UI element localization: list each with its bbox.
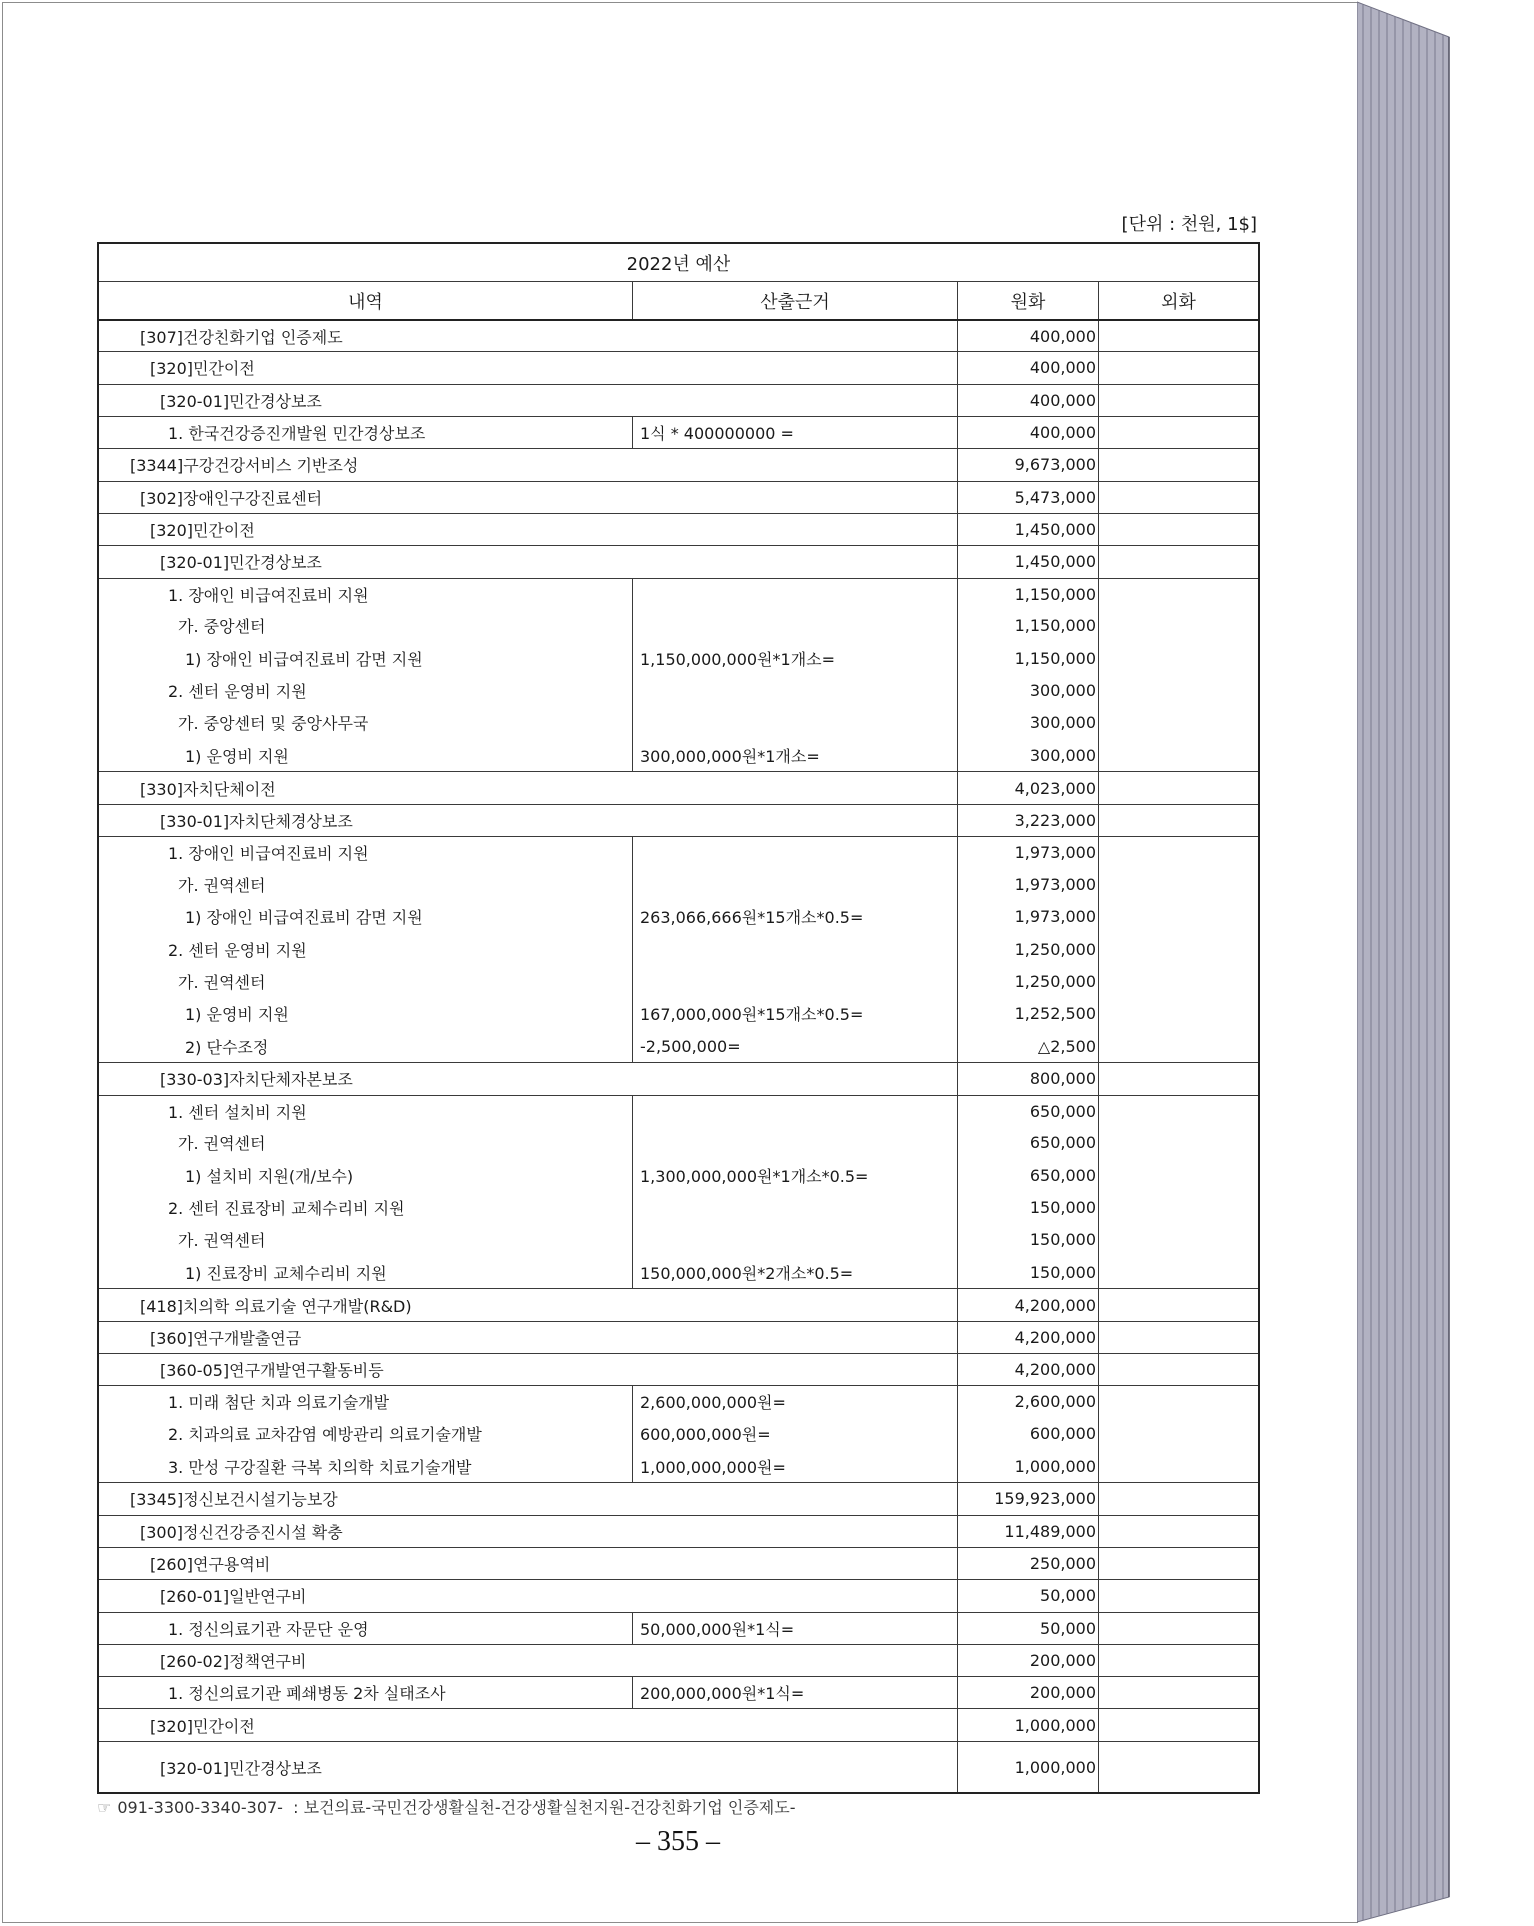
amount-foreign-cell xyxy=(1098,1030,1258,1062)
footer-code-text: 091-3300-3340-307- : 보건의료-국민건강생활실천-건강생활실천지원-건강친화기업 인증제도- xyxy=(117,1798,796,1817)
table-row xyxy=(99,1159,1258,1191)
basis-cell xyxy=(632,674,957,706)
item-cell: 가. 중앙센터 및 중앙사무국 xyxy=(178,714,369,734)
table-row xyxy=(99,1127,1258,1159)
table-row xyxy=(99,965,1258,997)
amount-krw-cell: 1,450,000 xyxy=(957,514,1098,545)
amount-krw-cell: 650,000 xyxy=(957,1127,1098,1159)
table-row xyxy=(99,1708,1258,1740)
item-cell: [320]민간이전 xyxy=(150,359,255,379)
amount-foreign-cell xyxy=(1098,1450,1258,1482)
amount-foreign-cell xyxy=(1098,579,1258,610)
amount-krw-cell: 5,473,000 xyxy=(957,482,1098,513)
item-cell: 2. 센터 운영비 지원 xyxy=(168,682,307,702)
item-cell: 2. 센터 운영비 지원 xyxy=(168,940,307,960)
table-row xyxy=(99,1579,1258,1611)
amount-krw-cell: 159,923,000 xyxy=(957,1483,1098,1514)
table-row xyxy=(99,642,1258,674)
amount-krw-cell: 1,973,000 xyxy=(957,868,1098,900)
amount-krw-cell: 150,000 xyxy=(957,1224,1098,1256)
item-cell: [302]장애인구강진료센터 xyxy=(140,488,323,508)
basis-cell xyxy=(632,965,957,997)
amount-foreign-cell xyxy=(1098,901,1258,933)
item-cell: [307]건강친화기업 인증제도 xyxy=(140,327,343,347)
pointing-hand-icon xyxy=(97,1798,111,1817)
amount-krw-cell: 1,250,000 xyxy=(957,965,1098,997)
amount-foreign-cell xyxy=(1098,546,1258,577)
table-row xyxy=(99,1256,1258,1288)
item-cell: [320]민간이전 xyxy=(150,521,255,541)
item-cell: 가. 권역센터 xyxy=(178,875,266,895)
amount-krw-cell: 150,000 xyxy=(957,1191,1098,1223)
amount-foreign-cell xyxy=(1098,1580,1258,1611)
amount-foreign-cell xyxy=(1098,1063,1258,1094)
basis-cell: -2,500,000= xyxy=(632,1030,957,1062)
amount-foreign-cell xyxy=(1098,1742,1258,1793)
item-cell: 1) 장애인 비급여진료비 감면 지원 xyxy=(185,649,423,669)
amount-foreign-cell xyxy=(1098,674,1258,706)
amount-foreign-cell xyxy=(1098,610,1258,642)
amount-foreign-cell xyxy=(1098,1159,1258,1191)
amount-krw-cell: 400,000 xyxy=(957,417,1098,448)
item-cell: [260-01]일반연구비 xyxy=(160,1587,307,1607)
amount-krw-cell: 1,150,000 xyxy=(957,579,1098,610)
table-row xyxy=(99,578,1258,610)
item-cell: [360-05]연구개발연구활동비등 xyxy=(160,1361,384,1381)
amount-krw-cell: 2,600,000 xyxy=(957,1386,1098,1417)
amount-krw-cell: 4,200,000 xyxy=(957,1354,1098,1385)
amount-foreign-cell xyxy=(1098,1645,1258,1676)
amount-krw-cell: 300,000 xyxy=(957,707,1098,739)
item-cell: [330-03]자치단체자본보조 xyxy=(160,1070,353,1090)
amount-krw-cell: 200,000 xyxy=(957,1677,1098,1708)
item-cell: 2. 치과의료 교차감염 예방관리 의료기술개발 xyxy=(168,1425,482,1445)
item-cell: 1. 장애인 비급여진료비 지원 xyxy=(168,844,369,864)
basis-cell: 200,000,000원*1식= xyxy=(632,1677,957,1708)
amount-foreign-cell xyxy=(1098,1516,1258,1547)
amount-krw-cell: 800,000 xyxy=(957,1063,1098,1094)
amount-krw-cell: 4,200,000 xyxy=(957,1322,1098,1353)
item-cell: [330-01]자치단체경상보조 xyxy=(160,811,353,831)
table-row xyxy=(99,901,1258,933)
amount-krw-cell: 50,000 xyxy=(957,1613,1098,1644)
amount-foreign-cell xyxy=(1098,482,1258,513)
amount-foreign-cell xyxy=(1098,417,1258,448)
item-cell: 2. 센터 진료장비 교체수리비 지원 xyxy=(168,1199,405,1219)
amount-krw-cell: 11,489,000 xyxy=(957,1516,1098,1547)
item-cell: [320]민간이전 xyxy=(150,1716,255,1736)
basis-cell xyxy=(632,933,957,965)
table-row xyxy=(99,351,1258,383)
amount-foreign-cell xyxy=(1098,514,1258,545)
table-row xyxy=(99,1062,1258,1094)
table-row xyxy=(99,1515,1258,1547)
amount-krw-cell: 650,000 xyxy=(957,1096,1098,1127)
item-cell: [300]정신건강증진시설 확충 xyxy=(140,1522,343,1542)
unit-label: [단위 : 천원, 1$] xyxy=(1121,214,1257,235)
item-cell: 1) 설치비 지원(개/보수) xyxy=(185,1166,354,1186)
item-cell: [418]치의학 의료기술 연구개발(R&D) xyxy=(140,1296,412,1316)
item-cell: 1. 장애인 비급여진료비 지원 xyxy=(168,585,369,605)
item-cell: 2) 단수조정 xyxy=(185,1037,269,1057)
table-row xyxy=(99,1191,1258,1223)
header-basis: 산출근거 xyxy=(632,282,957,319)
amount-foreign-cell xyxy=(1098,1386,1258,1417)
table-row xyxy=(99,771,1258,803)
item-cell: 가. 중앙센터 xyxy=(178,617,266,637)
table-row xyxy=(99,1418,1258,1450)
basis-cell: 1,000,000,000원= xyxy=(632,1450,957,1482)
basis-cell: 263,066,666원*15개소*0.5= xyxy=(632,901,957,933)
table-row xyxy=(99,1612,1258,1644)
table-title-row xyxy=(99,244,1258,281)
table-row xyxy=(99,545,1258,577)
basis-cell: 150,000,000원*2개소*0.5= xyxy=(632,1256,957,1288)
amount-krw-cell: 1,000,000 xyxy=(957,1450,1098,1482)
amount-krw-cell: 600,000 xyxy=(957,1418,1098,1450)
amount-foreign-cell xyxy=(1098,1483,1258,1514)
table-row xyxy=(99,674,1258,706)
table-row xyxy=(99,1482,1258,1514)
amount-foreign-cell xyxy=(1098,1354,1258,1385)
table-header-row xyxy=(99,281,1258,319)
amount-foreign-cell xyxy=(1098,998,1258,1030)
page-stack-edge xyxy=(1357,0,1457,1926)
table-row xyxy=(99,998,1258,1030)
amount-foreign-cell xyxy=(1098,642,1258,674)
amount-foreign-cell xyxy=(1098,1322,1258,1353)
table-row xyxy=(99,319,1258,351)
amount-krw-cell: 3,223,000 xyxy=(957,805,1098,836)
amount-foreign-cell xyxy=(1098,1677,1258,1708)
amount-foreign-cell xyxy=(1098,1289,1258,1320)
amount-foreign-cell xyxy=(1098,1548,1258,1579)
item-cell: [3344]구강건강서비스 기반조성 xyxy=(130,456,359,476)
item-cell: [260]연구용역비 xyxy=(150,1555,271,1575)
amount-krw-cell: 1,150,000 xyxy=(957,642,1098,674)
basis-cell: 1식 * 400000000 = xyxy=(632,417,957,448)
table-row xyxy=(99,868,1258,900)
item-cell: 1. 센터 설치비 지원 xyxy=(168,1102,307,1122)
basis-cell: 300,000,000원*1개소= xyxy=(632,739,957,771)
item-cell: 3. 만성 구강질환 극복 치의학 치료기술개발 xyxy=(168,1457,472,1477)
table-row xyxy=(99,1353,1258,1385)
table-row xyxy=(99,836,1258,868)
header-krw: 원화 xyxy=(957,282,1098,319)
item-cell: 1) 운영비 지원 xyxy=(185,1005,289,1025)
item-cell: 1) 운영비 지원 xyxy=(185,746,289,766)
table-row xyxy=(99,804,1258,836)
table-row xyxy=(99,739,1258,771)
budget-table xyxy=(97,242,1260,1794)
basis-cell xyxy=(632,1127,957,1159)
item-cell: [330]자치단체이전 xyxy=(140,779,276,799)
item-cell: [320-01]민간경상보조 xyxy=(160,391,322,411)
basis-cell: 2,600,000,000원= xyxy=(632,1386,957,1417)
basis-cell: 1,300,000,000원*1개소*0.5= xyxy=(632,1159,957,1191)
amount-krw-cell: 1,250,000 xyxy=(957,933,1098,965)
amount-krw-cell: 4,200,000 xyxy=(957,1289,1098,1320)
item-cell: [260-02]정책연구비 xyxy=(160,1651,307,1671)
table-row xyxy=(99,1644,1258,1676)
item-cell: 가. 권역센터 xyxy=(178,1134,266,1154)
basis-cell xyxy=(632,1224,957,1256)
amount-krw-cell: 9,673,000 xyxy=(957,449,1098,480)
amount-foreign-cell xyxy=(1098,933,1258,965)
amount-foreign-cell xyxy=(1098,352,1258,383)
table-row xyxy=(99,707,1258,739)
amount-foreign-cell xyxy=(1098,385,1258,416)
amount-krw-cell: 400,000 xyxy=(957,321,1098,351)
amount-krw-cell: 1,000,000 xyxy=(957,1742,1098,1793)
amount-foreign-cell xyxy=(1098,1191,1258,1223)
item-cell: 1. 한국건강증진개발원 민간경상보조 xyxy=(168,424,426,444)
table-row xyxy=(99,513,1258,545)
item-cell: [3345]정신보건시설기능보강 xyxy=(130,1490,338,1510)
table-row xyxy=(99,1095,1258,1127)
amount-krw-cell: 1,252,500 xyxy=(957,998,1098,1030)
amount-foreign-cell xyxy=(1098,1418,1258,1450)
basis-cell: 600,000,000원= xyxy=(632,1418,957,1450)
amount-krw-cell: 400,000 xyxy=(957,352,1098,383)
table-row xyxy=(99,1547,1258,1579)
amount-krw-cell: 300,000 xyxy=(957,674,1098,706)
basis-cell: 167,000,000원*15개소*0.5= xyxy=(632,998,957,1030)
amount-krw-cell: 150,000 xyxy=(957,1256,1098,1288)
page-number: – 355 – xyxy=(636,1826,720,1857)
table-row xyxy=(99,1224,1258,1256)
table-row xyxy=(99,481,1258,513)
item-cell: 1) 진료장비 교체수리비 지원 xyxy=(185,1263,387,1283)
amount-foreign-cell xyxy=(1098,1709,1258,1740)
table-row xyxy=(99,1741,1258,1793)
amount-krw-cell: 1,150,000 xyxy=(957,610,1098,642)
amount-foreign-cell xyxy=(1098,805,1258,836)
basis-cell xyxy=(632,707,957,739)
amount-foreign-cell xyxy=(1098,868,1258,900)
table-title: 2022년 예산 xyxy=(626,253,731,275)
amount-krw-cell: 300,000 xyxy=(957,739,1098,771)
item-cell: [360]연구개발출연금 xyxy=(150,1328,302,1348)
basis-cell xyxy=(632,837,957,868)
table-row xyxy=(99,416,1258,448)
footer-program-code xyxy=(97,1797,795,1819)
basis-cell xyxy=(632,610,957,642)
amount-foreign-cell xyxy=(1098,1613,1258,1644)
basis-cell xyxy=(632,1191,957,1223)
amount-krw-cell: 400,000 xyxy=(957,385,1098,416)
header-item: 내역 xyxy=(348,291,383,313)
item-cell: 가. 권역센터 xyxy=(178,1231,266,1251)
table-row xyxy=(99,933,1258,965)
amount-foreign-cell xyxy=(1098,837,1258,868)
table-row xyxy=(99,384,1258,416)
table-row xyxy=(99,1288,1258,1320)
table-row xyxy=(99,1450,1258,1482)
amount-foreign-cell xyxy=(1098,707,1258,739)
amount-krw-cell: 250,000 xyxy=(957,1548,1098,1579)
amount-foreign-cell xyxy=(1098,772,1258,803)
amount-foreign-cell xyxy=(1098,1224,1258,1256)
amount-krw-cell: 650,000 xyxy=(957,1159,1098,1191)
basis-cell xyxy=(632,579,957,610)
amount-krw-cell: 1,450,000 xyxy=(957,546,1098,577)
amount-krw-cell: 1,000,000 xyxy=(957,1709,1098,1740)
amount-krw-cell: 4,023,000 xyxy=(957,772,1098,803)
table-row xyxy=(99,448,1258,480)
amount-krw-cell: 1,973,000 xyxy=(957,901,1098,933)
basis-cell xyxy=(632,1096,957,1127)
table-row xyxy=(99,1321,1258,1353)
item-cell: 1. 미래 첨단 치과 의료기술개발 xyxy=(168,1393,390,1413)
amount-foreign-cell xyxy=(1098,739,1258,771)
table-row xyxy=(99,610,1258,642)
table-row xyxy=(99,1676,1258,1708)
item-cell: 1. 정신의료기관 자문단 운영 xyxy=(168,1619,369,1639)
basis-cell: 1,150,000,000원*1개소= xyxy=(632,642,957,674)
item-cell: 1) 장애인 비급여진료비 감면 지원 xyxy=(185,908,423,928)
item-cell: [320-01]민간경상보조 xyxy=(160,1758,322,1778)
amount-krw-cell: 50,000 xyxy=(957,1580,1098,1611)
item-cell: 가. 권역센터 xyxy=(178,972,266,992)
amount-foreign-cell xyxy=(1098,965,1258,997)
amount-krw-cell: 200,000 xyxy=(957,1645,1098,1676)
amount-krw-cell: 1,973,000 xyxy=(957,837,1098,868)
amount-krw-cell: △2,500 xyxy=(957,1030,1098,1062)
amount-foreign-cell xyxy=(1098,321,1258,351)
item-cell: [320-01]민간경상보조 xyxy=(160,553,322,573)
table-row xyxy=(99,1385,1258,1417)
amount-foreign-cell xyxy=(1098,1096,1258,1127)
basis-cell: 50,000,000원*1식= xyxy=(632,1613,957,1644)
amount-foreign-cell xyxy=(1098,1127,1258,1159)
basis-cell xyxy=(632,868,957,900)
table-row xyxy=(99,1030,1258,1062)
amount-foreign-cell xyxy=(1098,449,1258,480)
amount-foreign-cell xyxy=(1098,1256,1258,1288)
item-cell: 1. 정신의료기관 폐쇄병동 2차 실태조사 xyxy=(168,1684,446,1704)
header-foreign: 외화 xyxy=(1098,282,1258,319)
